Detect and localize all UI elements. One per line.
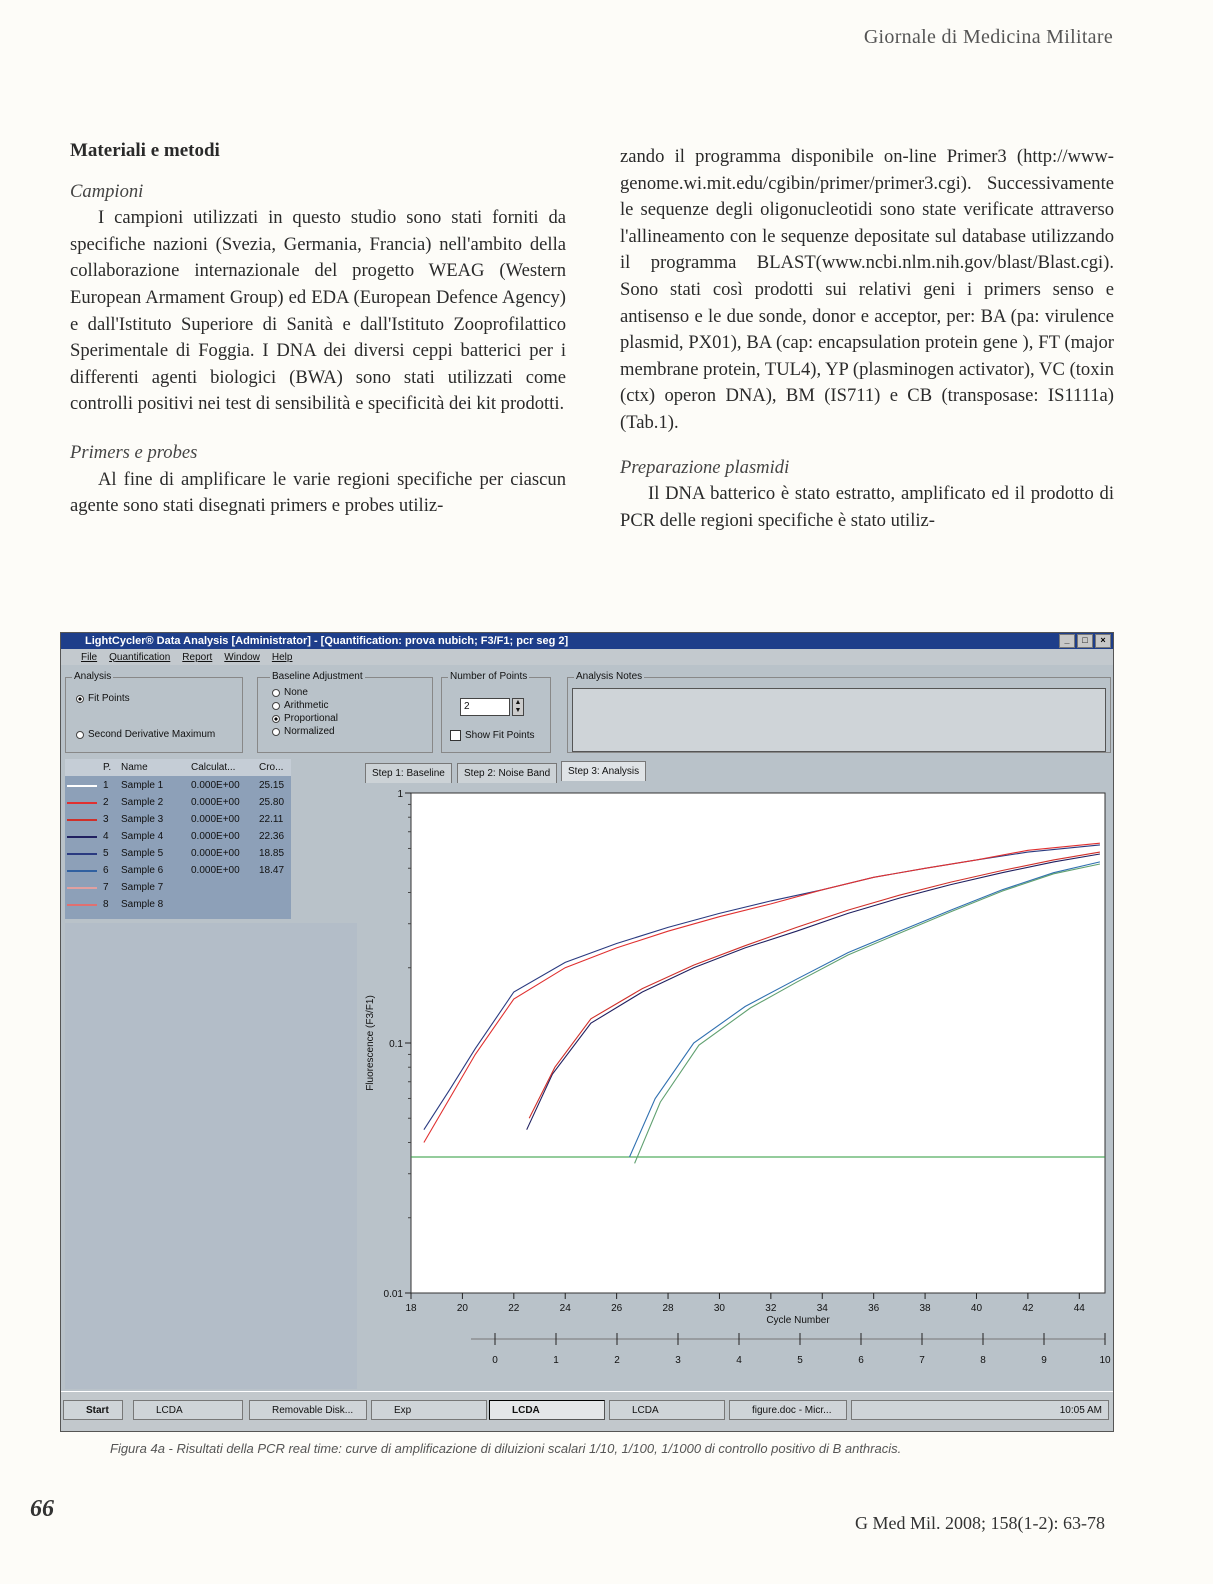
points-group-title: Number of Points	[450, 671, 528, 682]
left-empty-panel	[65, 923, 357, 1389]
radio-dot	[76, 695, 84, 703]
table-header-cell[interactable]: P.	[103, 762, 112, 773]
radio-fit-points[interactable]: Fit Points	[76, 692, 130, 705]
menu-window[interactable]: Window	[224, 651, 260, 663]
table-cell: 22.36	[259, 831, 285, 842]
table-cell: 0.000E+00	[191, 814, 240, 825]
menu-file[interactable]: File	[81, 651, 98, 663]
table-cell: 22.11	[259, 814, 284, 825]
radio-normalized[interactable]: Normalized	[272, 725, 338, 738]
series-color-swatch	[67, 819, 97, 821]
baseline-group-title: Baseline Adjustment	[272, 671, 363, 682]
journal-header: Giornale di Medicina Militare	[863, 26, 1113, 48]
menu-bar	[61, 649, 1113, 665]
table-cell: 0.000E+00	[191, 780, 240, 791]
notes-group	[567, 671, 1111, 753]
radio-dot	[272, 702, 280, 710]
table-cell: Sample 5	[121, 848, 164, 859]
paragraph-plasmidi: Il DNA batterico è stato estratto, amplificato ed il prodotto di PCR delle regioni specifiche è stato utiliz-	[620, 483, 1114, 531]
table-cell: 1	[103, 780, 109, 791]
checkbox-box	[450, 730, 461, 741]
page-number: 66	[30, 1496, 54, 1522]
show-fit-points-checkbox[interactable]: Show Fit Points	[450, 730, 534, 741]
series-color-swatch	[67, 887, 97, 889]
start-button[interactable]: Start	[63, 1400, 123, 1420]
x-axis-label: Cycle Number	[766, 1315, 830, 1326]
table-row[interactable]	[65, 879, 291, 896]
radio-proportional[interactable]: Proportional	[272, 712, 338, 725]
x-tick-label: 30	[713, 1303, 726, 1314]
scale-tick-label: 9	[1041, 1355, 1047, 1366]
scale-tick-label: 0	[492, 1355, 498, 1366]
table-cell: 8	[103, 899, 109, 910]
table-cell: 4	[103, 831, 109, 842]
table-row[interactable]	[65, 828, 291, 845]
table-cell: Sample 1	[121, 780, 164, 791]
analysis-group-title: Analysis	[74, 671, 112, 682]
series-color-swatch	[67, 870, 97, 872]
citation: G Med Mil. 2008; 158(1-2): 63-78	[855, 1513, 1105, 1533]
left-column	[70, 138, 566, 520]
table-cell: Sample 4	[121, 831, 164, 842]
series-color-swatch	[67, 904, 97, 906]
table-cell: 6	[103, 865, 109, 876]
taskbar-removable-disk[interactable]: Removable Disk...	[249, 1400, 367, 1420]
x-tick-label: 38	[919, 1303, 931, 1314]
taskbar	[61, 1391, 1113, 1432]
lightcycler-window	[60, 632, 1114, 1432]
sample-table	[65, 759, 291, 919]
taskbar-lcda-1[interactable]: LCDA	[133, 1400, 243, 1420]
series-color-swatch	[67, 853, 97, 855]
paragraph-campioni: I campioni utilizzati in questo studio sono stati forniti da specifiche nazioni (Svezia, Germania, Francia) nell'ambito della collaborazione internazionale del progetto WEAG (Western European Armament Group) ed EDA (European Defence Agency) e dall'Istituto Superiore di Sanità e dall'Istituto Zooprofilattico Sperimentale di Foggia. I DNA dei diversi ceppi batterici per i differenti agenti biologici (BWA) sono stati utilizzati come controlli positivi nei test di sensibilità e specificità dei kit prodotti.	[70, 207, 566, 415]
plot-area	[411, 793, 1105, 1293]
tab-noise-band[interactable]: Step 2: Noise Band	[457, 763, 557, 784]
x-tick-label: 20	[456, 1303, 468, 1314]
points-spinner[interactable]: ▲ ▼	[512, 698, 524, 716]
table-cell: 0.000E+00	[191, 848, 240, 859]
tray-clock: 10:05 AM	[1059, 1405, 1102, 1416]
radio-dot	[272, 715, 280, 723]
table-cell: Sample 6	[121, 865, 164, 876]
x-tick-label: 28	[662, 1303, 674, 1314]
table-cell: Sample 7	[121, 882, 164, 893]
system-tray	[851, 1400, 1109, 1420]
table-cell: 18.85	[259, 848, 285, 859]
table-row[interactable]	[65, 845, 291, 862]
x-tick-label: 26	[611, 1303, 623, 1314]
radio-dot	[272, 689, 280, 697]
right-column	[620, 144, 1114, 534]
subsection-plasmidi: Preparazione plasmidi	[620, 456, 790, 478]
x-tick-label: 36	[868, 1303, 880, 1314]
taskbar-lcda-2[interactable]: LCDA	[609, 1400, 725, 1420]
tab-analysis[interactable]: Step 3: Analysis	[561, 761, 646, 781]
x-tick-label: 18	[405, 1303, 417, 1314]
x-tick-label: 22	[508, 1303, 520, 1314]
tab-baseline[interactable]: Step 1: Baseline	[365, 763, 452, 784]
analysis-group	[65, 671, 243, 753]
scale-tick-label: 2	[614, 1355, 620, 1366]
table-cell: 25.15	[259, 780, 285, 791]
baseline-group	[257, 671, 433, 753]
table-cell: 3	[103, 814, 109, 825]
table-header	[65, 759, 291, 776]
table-cell: Sample 3	[121, 814, 164, 825]
points-group	[441, 671, 551, 753]
radio-dot	[76, 731, 84, 739]
table-row[interactable]	[65, 896, 291, 913]
subsection-campioni: Campioni	[70, 180, 144, 202]
notes-group-title: Analysis Notes	[576, 671, 643, 682]
y-axis-label: Fluorescence (F3/F1)	[365, 995, 376, 1091]
scale-tick-label: 10	[1099, 1355, 1111, 1366]
table-row[interactable]	[65, 811, 291, 828]
scale-tick-label: 4	[736, 1355, 742, 1366]
taskbar-lcda-active[interactable]: LCDA	[489, 1400, 605, 1420]
radio-arithmetic[interactable]: Arithmetic	[272, 699, 338, 712]
y-tick-label: 0.1	[389, 1039, 403, 1050]
scale-tick-label: 8	[980, 1355, 986, 1366]
scale-tick-label: 5	[797, 1355, 803, 1366]
x-tick-label: 24	[559, 1303, 571, 1314]
table-cell: 0.000E+00	[191, 831, 240, 842]
x-tick-label: 44	[1073, 1303, 1085, 1314]
scale-tick-label: 7	[919, 1355, 925, 1366]
series-color-swatch	[67, 785, 97, 787]
scale-tick-label: 3	[675, 1355, 681, 1366]
title-bar	[61, 633, 1113, 649]
figure-caption: Figura 4a - Risultati della PCR real time: curve di amplificazione di diluizioni scalari 1/10, 1/100, 1/1000 di controllo positivo di B anthracis.	[110, 1441, 902, 1456]
series-color-swatch	[67, 802, 97, 804]
analysis-notes-textarea[interactable]	[572, 688, 1106, 752]
y-tick-label: 1	[397, 789, 403, 800]
menu-help[interactable]: Help	[271, 651, 293, 663]
table-cell: 0.000E+00	[191, 865, 240, 876]
menu-report[interactable]: Report	[182, 651, 213, 663]
table-cell: 18.47	[259, 865, 285, 876]
table-cell: 5	[103, 848, 109, 859]
series-color-swatch	[67, 836, 97, 838]
table-cell: 25.80	[259, 797, 285, 808]
menu-quantification[interactable]: Quantification	[109, 651, 171, 663]
table-header-cell[interactable]: Name	[121, 762, 148, 773]
table-cell: 2	[103, 797, 109, 808]
table-header-cell[interactable]: Cro...	[259, 762, 284, 773]
taskbar-explorer[interactable]: Exp	[371, 1400, 487, 1420]
x-tick-label: 40	[970, 1303, 983, 1314]
paragraph-primer3: zando il programma disponibile on-line Primer3 (http://www-genome.wi.mit.edu/cgibin/primer/primer3.cgi). Successivamente le sequenze degli oligonucleotidi sono state verificate attraverso l'allineamento con le sequenze depositate sul database utilizzando il programma BLAST(www.ncbi.nlm.nih.gov/blast/Blast.cgi). Sono stati così prodotti sui relativi geni i primers senso e antisenso e le due sonde, donor e acceptor, per: BA (pa: virulence plasmid, PX01), BA (cap: encapsulation protein gene ), FT (major membrane protein, TUL4), YP (plasminogen activator), VC (toxin (ctx) operon DNA), BM (IS711) e CB (transposase: IS1111a) (Tab.1).	[620, 146, 1114, 433]
taskbar-word-doc[interactable]: figure.doc - Micr...	[729, 1400, 847, 1420]
scale-tick-label: 6	[858, 1355, 864, 1366]
subsection-primers: Primers e probes	[70, 441, 198, 463]
x-tick-label: 32	[765, 1303, 777, 1314]
y-tick-label: 0.01	[383, 1289, 403, 1300]
minimize-button[interactable]: _	[1059, 634, 1075, 648]
points-input[interactable]: 2	[460, 698, 510, 716]
paragraph-primers: Al fine di amplificare le varie regioni specifiche per ciascun agente sono stati disegnati primers e probes utiliz-	[70, 468, 566, 517]
amplification-chart	[359, 783, 1111, 1389]
radio-second-derivative[interactable]: Second Derivative Maximum	[76, 728, 215, 741]
table-cell: Sample 2	[121, 797, 164, 808]
radio-none[interactable]: None	[272, 686, 338, 699]
scale-tick-label: 1	[553, 1355, 559, 1366]
section-title: Materiali e metodi	[70, 140, 220, 161]
maximize-button[interactable]: □	[1077, 634, 1093, 648]
close-button[interactable]: ×	[1095, 634, 1111, 648]
table-cell: 7	[103, 882, 109, 893]
table-cell: Sample 8	[121, 899, 164, 910]
table-row[interactable]	[65, 794, 291, 811]
table-row[interactable]	[65, 777, 291, 794]
radio-dot	[272, 728, 280, 736]
table-row[interactable]	[65, 862, 291, 879]
x-tick-label: 34	[816, 1303, 828, 1314]
table-header-cell[interactable]: Calculat...	[191, 762, 236, 773]
table-cell: 0.000E+00	[191, 797, 240, 808]
x-tick-label: 42	[1022, 1303, 1034, 1314]
window-title: LightCycler® Data Analysis [Administrator] - [Quantification: prova nubich; F3/F1; pcr seg 2]	[85, 635, 569, 647]
